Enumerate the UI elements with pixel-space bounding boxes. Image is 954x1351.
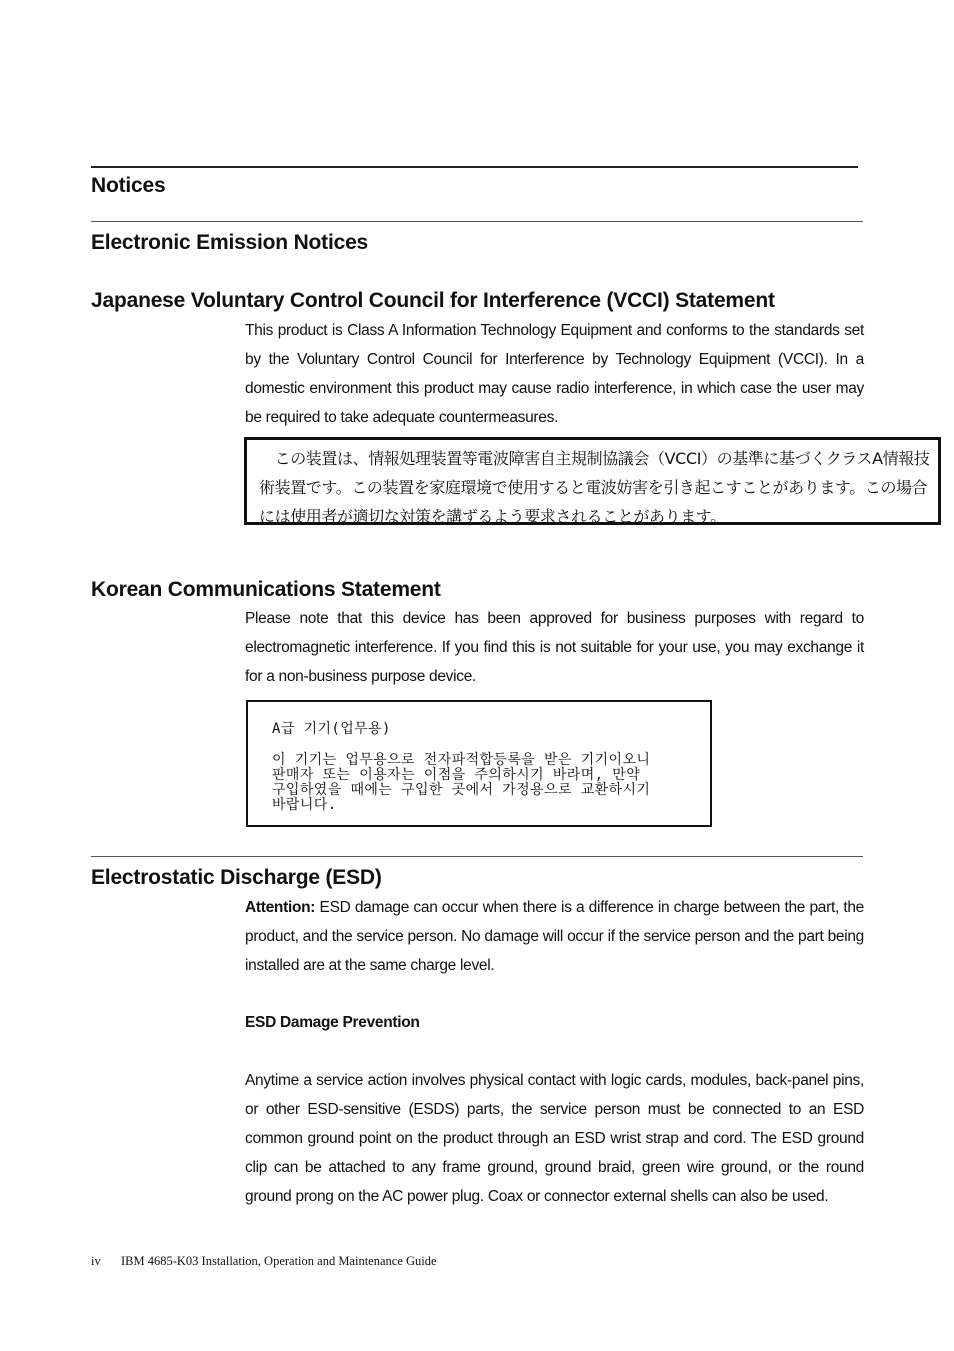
vcci-japanese-text: この装置は、情報処理装置等電波障害自主規制協議会（VCCI）の基準に基づくクラスA情報技術装置です。この装置を家庭環境で使用すると電波妨害を引き起こすことがあります。この場合には使用者が適切な対策を講ずるよう要求されることがあります。 xyxy=(259,449,930,526)
esd-prevention-paragraph: Anytime a service action involves physical contact with logic cards, modules, back-panel pins, or other ESD-sensitive (ESDS) parts, the service person must be connected to an ESD common ground point on the product through an ESD wrist strap and cord. The ESD ground clip can be attached to any frame ground, ground braid, green wire ground, or the round ground prong on the AC power plug. Coax or connector external shells can also be used. xyxy=(245,1072,864,1205)
emission-heading: Electronic Emission Notices xyxy=(91,231,369,254)
vcci-paragraph: This product is Class A Information Technology Equipment and conforms to the standards set by the Voluntary Control Council for Interference by Technology Equipment (VCCI). In a domestic environment this product may cause radio interference, in which case the user may be required to take adequate countermeasures. xyxy=(245,322,864,426)
korean-box-line: 이 기기는 업무용으로 전자파적합등록을 받은 기기이오니 xyxy=(272,752,651,768)
esd-heading: Electrostatic Discharge (ESD) xyxy=(91,866,382,889)
section-rule xyxy=(91,856,863,857)
section-rule xyxy=(91,221,863,222)
section-rule xyxy=(91,166,858,168)
korean-box-line: 판매자 또는 이용자는 이점을 주의하시기 바라며, 만약 xyxy=(272,767,641,783)
esd-prevention-heading: ESD Damage Prevention xyxy=(245,1014,420,1031)
page-footer xyxy=(91,1254,437,1269)
korean-paragraph: Please note that this device has been approved for business purposes with regard to electromagnetic interference. If you find this is not suitable for your use, you may exchange it for a non-business purpose device. xyxy=(245,610,864,685)
notices-heading: Notices xyxy=(91,174,166,197)
vcci-japanese-box xyxy=(244,437,941,525)
footer-title: IBM 4685-K03 Installation, Operation and Maintenance Guide xyxy=(121,1254,437,1268)
korean-box-line: 구입하였을 때에는 구입한 곳에서 가정용으로 교환하시기 xyxy=(272,782,651,798)
korean-statement-box xyxy=(246,700,712,827)
vcci-heading: Japanese Voluntary Control Council for Interference (VCCI) Statement xyxy=(91,289,775,312)
attention-text: ESD damage can occur when there is a difference in charge between the part, the product, and the service person. No damage will occur if the service person and the part being installed are at the same charge level. xyxy=(245,899,864,974)
esd-attention-paragraph xyxy=(245,893,864,980)
korean-heading: Korean Communications Statement xyxy=(91,578,441,601)
page-number: iv xyxy=(91,1254,101,1268)
korean-box-title: A급 기기(업무용) xyxy=(272,721,391,737)
attention-label: Attention: xyxy=(245,899,316,916)
korean-box-line: 바랍니다. xyxy=(272,797,337,813)
